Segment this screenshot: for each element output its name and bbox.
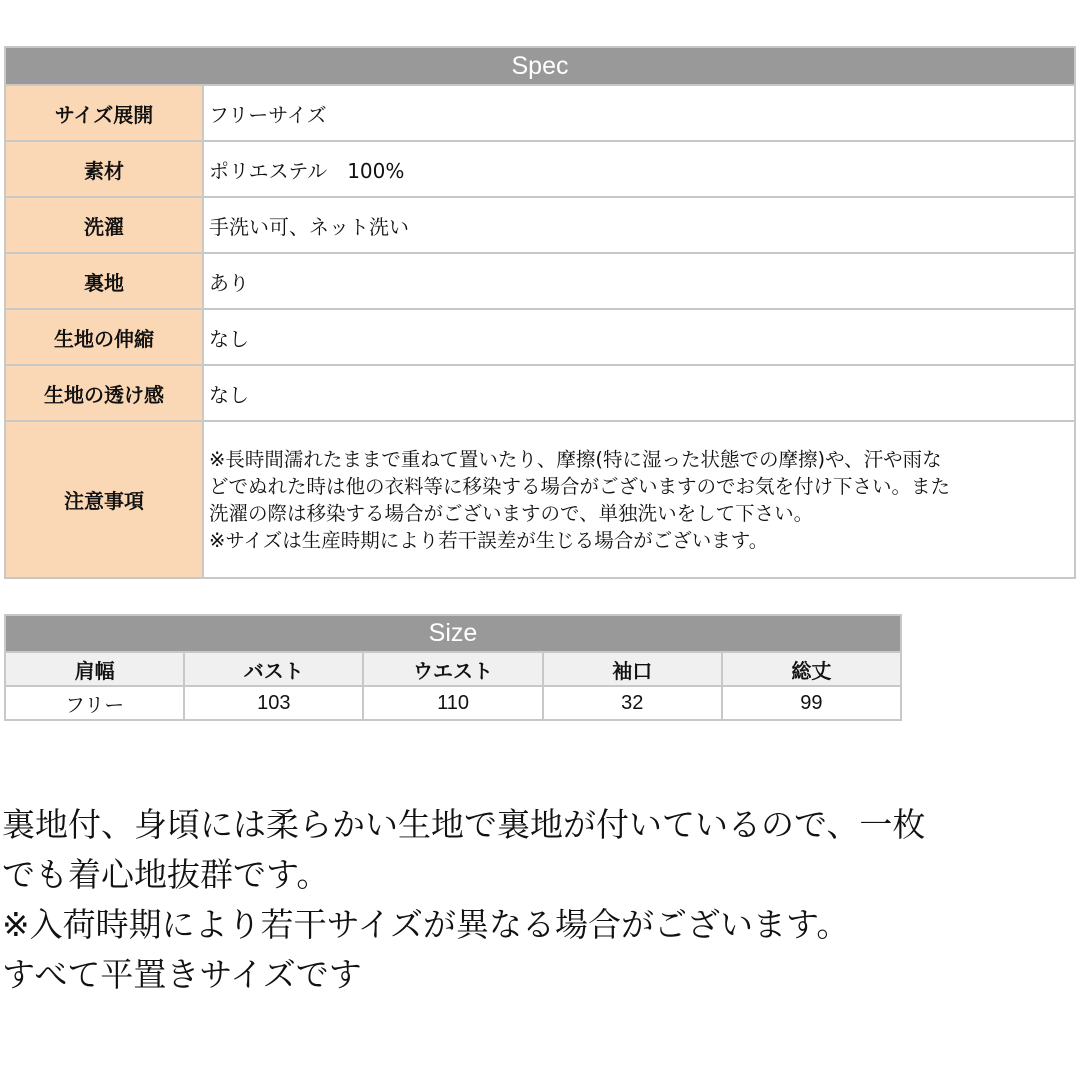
spec-row-stretch: [6, 308, 1074, 364]
spec-label: 生地の透け感: [6, 366, 204, 420]
product-description: [2, 800, 1072, 1000]
spec-value: なし: [209, 382, 249, 407]
spec-value: なし: [209, 326, 249, 351]
spec-label: 洗濯: [6, 198, 204, 252]
spec-value: フリーサイズ: [209, 102, 327, 127]
spec-value: あり: [209, 270, 249, 295]
description-line: すべて平置きサイズです: [2, 955, 362, 994]
size-header-row: [6, 651, 900, 685]
spec-row-size-range: [6, 84, 1074, 140]
spec-value: ポリエステル 100%: [209, 158, 405, 183]
size-value: フリー: [6, 687, 185, 719]
description-line: でも着心地抜群です。: [2, 855, 330, 894]
description-line: ※入荷時期により若干サイズが異なる場合がございます。: [2, 905, 850, 944]
spec-row-sheerness: [6, 364, 1074, 420]
spec-value: 手洗い可、ネット洗い: [209, 214, 409, 239]
spec-label: 裏地: [6, 254, 204, 308]
spec-label: サイズ展開: [6, 86, 204, 140]
size-column-header: 総丈: [723, 653, 900, 685]
notes-line: 洗濯の際は移染する場合がございますので、単独洗いをして下さい。: [209, 501, 814, 525]
size-column-header: 肩幅: [6, 653, 185, 685]
size-table-header: Size: [6, 616, 900, 651]
spec-label: 生地の伸縮: [6, 310, 204, 364]
size-value: 110: [364, 687, 543, 719]
size-value: 32: [544, 687, 723, 719]
size-column-header: バスト: [185, 653, 364, 685]
size-table: [4, 614, 902, 721]
spec-table-header: Spec: [6, 48, 1074, 84]
spec-row-lining: [6, 252, 1074, 308]
spec-label: 素材: [6, 142, 204, 196]
size-column-header: 袖口: [544, 653, 723, 685]
notes-line: ※長時間濡れたままで重ねて置いたり、摩擦(特に湿った状態での摩擦)や、汗や雨な: [209, 447, 942, 471]
spec-table: [4, 46, 1076, 579]
size-value: 99: [800, 691, 823, 714]
spec-label: 注意事項: [6, 422, 204, 577]
notes-line: ※サイズは生産時期により若干誤差が生じる場合がございます。: [209, 528, 769, 552]
notes-text: [204, 422, 1074, 577]
description-line: 裏地付、身頃には柔らかい生地で裏地が付いているので、一枚: [2, 805, 926, 844]
size-column-header: ウエスト: [364, 653, 543, 685]
spec-row-notes: [6, 420, 1074, 577]
notes-line: どでぬれた時は他の衣料等に移染する場合がございますのでお気を付け下さい。また: [209, 474, 951, 498]
spec-row-material: [6, 140, 1074, 196]
size-value: 103: [185, 687, 364, 719]
size-value-row: [6, 685, 900, 719]
spec-row-washing: [6, 196, 1074, 252]
